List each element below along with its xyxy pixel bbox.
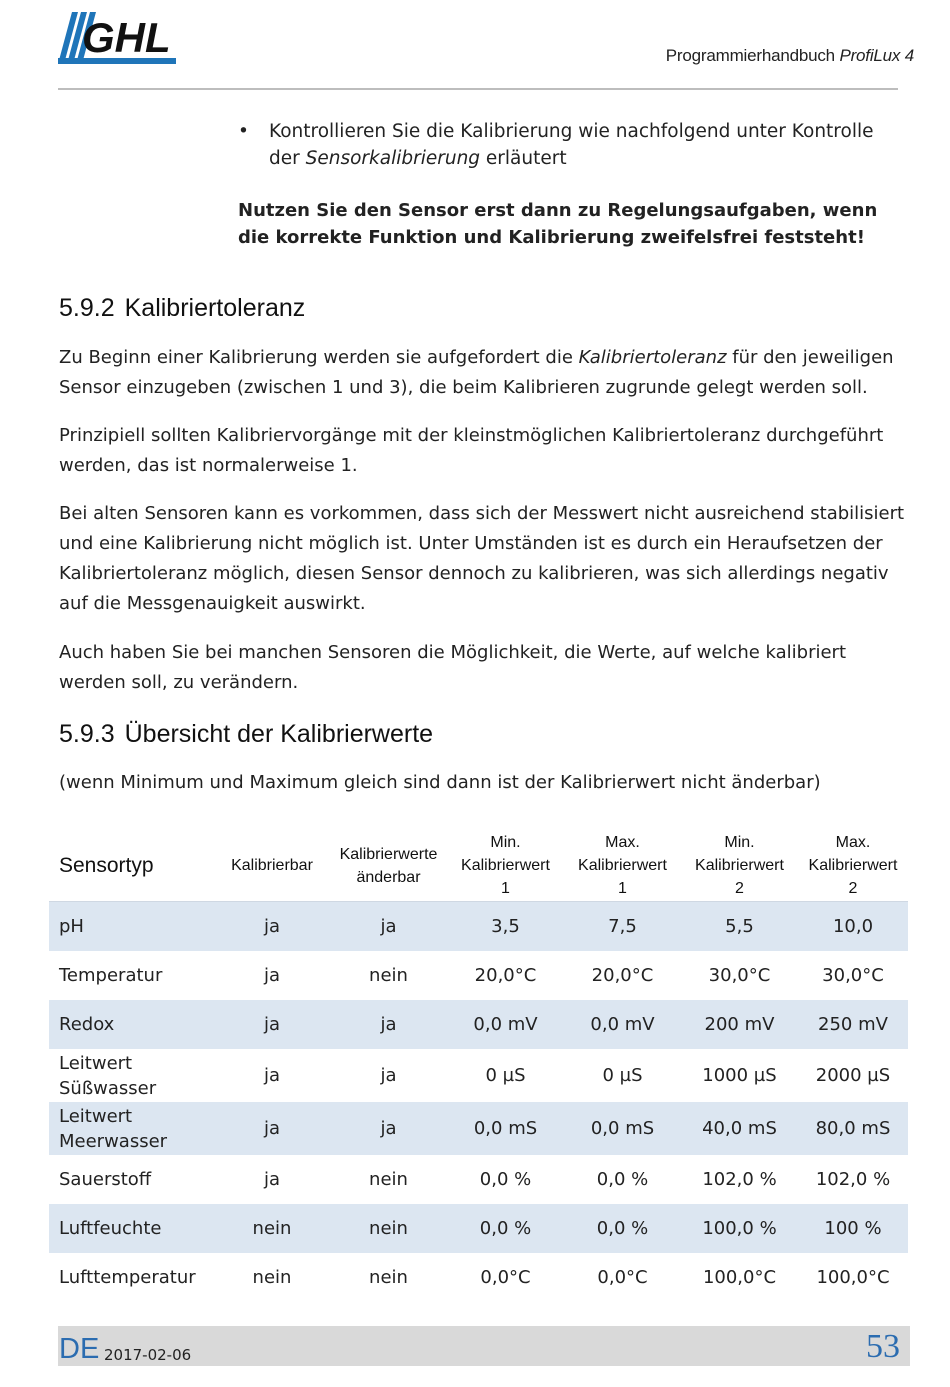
header-text: Kalibrierwert	[578, 857, 667, 874]
sensor-name-text: Leitwert	[59, 1052, 133, 1074]
header-divider	[58, 88, 898, 90]
bullet-marker: •	[238, 121, 249, 142]
header-text: 1	[618, 880, 627, 897]
table-row	[49, 1253, 908, 1302]
table-cell: 100,0°C	[816, 1267, 890, 1288]
table-note: (wenn Minimum und Maximum gleich sind dann ist der Kalibrierwert nicht änderbar)	[59, 772, 821, 793]
table-cell: 20,0°C	[474, 965, 537, 986]
column-header	[330, 830, 447, 901]
table-cell: 2000 µS	[815, 1065, 891, 1086]
footer-date: 2017-02-06	[104, 1346, 192, 1364]
table-row	[49, 951, 908, 1000]
table-cell: nein	[369, 1169, 408, 1190]
table-cell: 250 mV	[798, 1000, 908, 1049]
table-cell: ja	[263, 965, 281, 986]
header-text: Max.	[835, 834, 871, 851]
header-text: Min.	[724, 834, 755, 851]
header-text: änderbar	[356, 868, 421, 886]
column-header	[214, 830, 330, 901]
table-cell: 0,0 mV	[564, 1000, 681, 1049]
sensor-name-text: Sauerstoff	[59, 1169, 152, 1190]
table-cell: 20,0°C	[591, 965, 654, 986]
paragraph-2: Prinzipiell sollten Kalibriervorgänge mit der kleinstmöglichen Kalibriertoleranz durchgeführt werden, das ist normalerweise 1.	[59, 425, 884, 476]
sensor-name	[49, 1253, 214, 1302]
paragraph-1: Zu Beginn einer Kalibrierung werden sie aufgefordert die Kalibriertoleranz für den jeweiligen Sensor einzugeben (zwischen 1 und 3), die beim Kalibrieren zugrunde gelegt werden soll.	[59, 347, 894, 398]
logo-lettering: GHL	[82, 14, 171, 61]
table-cell: 0,0 mS	[447, 1102, 564, 1155]
section-592-heading	[59, 294, 305, 323]
column-header	[798, 830, 908, 901]
section-title: Kalibriertoleranz	[124, 294, 306, 322]
sensor-name	[49, 951, 214, 1000]
table-row	[49, 1000, 908, 1049]
table-cell: 200 mV	[681, 1000, 798, 1049]
table-row	[49, 1155, 908, 1204]
header-title: Programmierhandbuch ProfiLux 4	[665, 46, 914, 65]
header-product: ProfiLux 4	[839, 46, 914, 65]
sensor-name	[49, 1049, 214, 1102]
ghl-logo-graphic	[58, 8, 180, 66]
table-cell: 0,0 %	[479, 1169, 532, 1190]
table-cell: 1000 µS	[702, 1065, 777, 1086]
header-text: Kalibrierwerte	[339, 845, 438, 863]
table-cell: 0,0 mV	[447, 1000, 564, 1049]
bullet-list	[238, 118, 898, 172]
section-593-heading	[59, 720, 433, 749]
table-cell: nein	[214, 1204, 330, 1253]
ghl-logo	[58, 8, 180, 66]
warning-note: Nutzen Sie den Sensor erst dann zu Regelungsaufgaben, wenn die korrekte Funktion und Kalibrierung zweifelsfrei feststeht!	[238, 200, 878, 248]
table-row	[49, 1049, 908, 1102]
sensor-name-text: Luftfeuchte	[59, 1218, 162, 1239]
paragraph-4: Auch haben Sie bei manchen Sensoren die Möglichkeit, die Werte, auf welche kalibriert werden soll, zu verändern.	[59, 642, 847, 693]
sensor-name-text: Temperatur	[59, 965, 163, 986]
sensor-name	[49, 1204, 214, 1253]
page-number: 53	[866, 1328, 900, 1365]
table-header-row	[49, 830, 908, 901]
table-cell: 100,0 %	[681, 1204, 798, 1253]
sensor-name-text: Redox	[59, 1014, 115, 1035]
table-cell: 0,0°C	[480, 1267, 531, 1288]
table-cell: ja	[214, 1102, 330, 1155]
table-cell: 100,0°C	[702, 1267, 777, 1288]
header-text: Sensortyp	[59, 854, 154, 877]
sensor-name	[49, 902, 214, 951]
sensor-name-text: Süßwasser	[59, 1077, 157, 1099]
paragraph-emphasis: Kalibriertoleranz	[578, 347, 727, 368]
table-cell: 102,0 %	[815, 1169, 891, 1190]
paragraph-3: Bei alten Sensoren kann es vorkommen, dass sich der Messwert nicht ausreichend stabilisiert und eine Kalibrierung nicht möglich ist. Unter Umständen ist es durch ein Heraufsetzen der Kalibriertoleranz möglich, diesen Sensor dennoch zu kalibrieren, was sich allerdings negativ auf die Messgenauigkeit auswirkt.	[59, 503, 905, 614]
header-text: Kalibrierwert	[808, 857, 898, 874]
table-cell: ja	[380, 1065, 397, 1086]
header-text: 2	[735, 880, 744, 897]
column-header	[447, 830, 564, 901]
table-cell: 0,0 mS	[564, 1102, 681, 1155]
table-cell: 3,5	[447, 902, 564, 951]
header-text: Min.	[490, 834, 521, 851]
sensor-name	[49, 1155, 214, 1204]
table-row	[49, 902, 908, 951]
table-cell: ja	[330, 1000, 447, 1049]
table-cell: nein	[369, 965, 408, 986]
bullet-emphasis: Sensorkalibrierung	[305, 148, 481, 169]
header-sensortyp	[49, 830, 214, 901]
table-cell: 0,0°C	[597, 1267, 648, 1288]
table-cell: nein	[252, 1267, 292, 1288]
table-cell: ja	[263, 1065, 281, 1086]
table-cell: 10,0	[798, 902, 908, 951]
sensor-name-text: Lufttemperatur	[59, 1267, 196, 1288]
header-text: Kalibrierbar	[231, 857, 313, 874]
column-header	[681, 830, 798, 901]
table-cell: 40,0 mS	[681, 1102, 798, 1155]
table-cell: 0 µS	[602, 1065, 643, 1086]
sensor-name-text: Meerwasser	[59, 1130, 168, 1152]
header-text: 2	[848, 880, 858, 897]
section-title: Übersicht der Kalibrierwerte	[124, 720, 434, 748]
calibration-table	[49, 830, 908, 1302]
header-text: Max.	[605, 834, 640, 851]
table-cell: 7,5	[564, 902, 681, 951]
table-cell: 102,0 %	[702, 1169, 777, 1190]
table-cell: ja	[263, 1169, 281, 1190]
section-number: 5.9.2	[59, 294, 115, 322]
table-cell: 30,0°C	[822, 965, 884, 986]
header-text: Kalibrierwert	[461, 857, 550, 874]
section-number: 5.9.3	[59, 720, 115, 748]
table-cell: 100 %	[798, 1204, 908, 1253]
table-cell: nein	[330, 1204, 447, 1253]
table-cell: 5,5	[681, 902, 798, 951]
table-row	[49, 1204, 908, 1253]
table-cell: ja	[330, 1102, 447, 1155]
header-text: 1	[501, 880, 510, 897]
bullet-item: • Kontrollieren Sie die Kalibrierung wie nachfolgend unter Kontrolle der Sensorkalibrierung erläutert	[238, 118, 898, 172]
table-cell: 30,0°C	[708, 965, 771, 986]
table-cell: 0,0 %	[564, 1204, 681, 1253]
table-row	[49, 1102, 908, 1155]
table-cell: 0 µS	[485, 1065, 526, 1086]
sensor-name-text: Leitwert	[59, 1105, 133, 1127]
sensor-name	[49, 1000, 214, 1049]
header-text: Kalibrierwert	[695, 857, 784, 874]
column-header	[564, 830, 681, 901]
table-cell: ja	[330, 902, 447, 951]
table-cell: nein	[369, 1267, 408, 1288]
sensor-name-text: pH	[59, 916, 84, 937]
table-cell: 80,0 mS	[798, 1102, 908, 1155]
table-cell: ja	[214, 902, 330, 951]
table-cell: 0,0 %	[447, 1204, 564, 1253]
footer-language: DE	[59, 1333, 100, 1365]
table-cell: 0,0 %	[596, 1169, 649, 1190]
table-cell: ja	[214, 1000, 330, 1049]
sensor-name	[49, 1102, 214, 1155]
